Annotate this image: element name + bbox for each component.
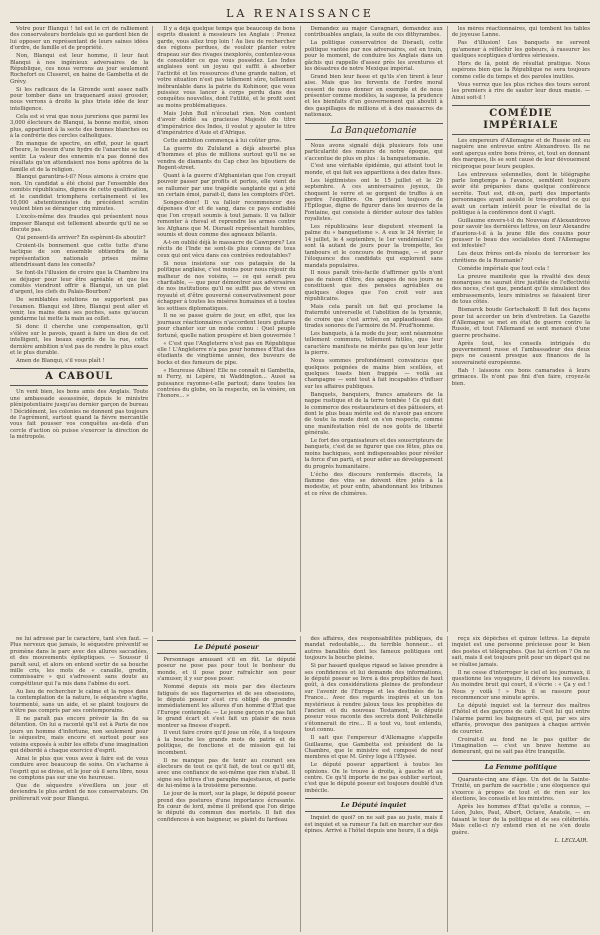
article-paragraph: Il nous paraît très-facile d'affirmer qu'ils n'ont pas de raison d'être, des agapes de nos jours ne constituent que des pensées agréables ou quelques éloges que l'on croit voir aux républicains. (304, 270, 443, 303)
article-paragraph: Le jour de la mort, sur la plage, le député poseur prend des postures d'une importance écrasante. En cœur de lord, même il prétend que l'on dirige le député du commun des mortels. Il fait des confidences à son baigneur, se plaint du fardeau (157, 791, 296, 823)
article-paragraph: reçu six dépêches et quinze lettres. Le député inquiet est une personne précieuse pour le bien des postes et télégraphes. Que lui écrit-on ? On ne sait, mais il est toujours prêt pour un départ qui ne se réalise jamais. (451, 636, 590, 668)
top-columns (6, 26, 594, 632)
article-paragraph: Mais cela paraît un fait qui proclame la fraternité universelle et l'abolition de la tyrannie, de croire que c'est arrivé, en applaudissant des tirades sonores de l'armoire de M. Prud'homme. (304, 303, 443, 330)
article-paragraph: Après les hommes d'État qu'elle a connus, — Léon, Jules, Paul, Albert, Octave, Anatole, — en faisant le tour de la politique et de ses célébrités. Mais celle-ci n'y entend rien et ne s'en doute guère. (451, 803, 590, 836)
article-paragraph: « C'est que l'Angleterre n'est pas en République elle ! L'Angleterre n'a pas pour hommes d'État des étudiants de vingtième année, des buveurs de bocks et des fumeurs de pipe. (157, 340, 296, 366)
article-paragraph: Votre pour Blanqui ! tel est le cri de ralliement des conservateurs bordelais qui se gardent bien de lui opposer un représentant de leurs saines idées d'ordre, de famille et de propriété. (10, 26, 149, 52)
article-paragraph: Il ne manque pas de tenir au courant ses électeurs de tout ce qu'il fait, de tout ce qu'il dit, avec une confiance de soi-même que rien n'abat. Il signe ses lettres d'un paraphe majestueux, et parle de lui-même à la troisième personne. (157, 757, 296, 790)
article-paragraph: Pas d'illusion! Les banquets ne servent qu'amener à réfléchir les gobeurs, à rassurer les quelques sceptiques d'ordres sérieuses. (451, 40, 590, 60)
article-paragraph: Non, Blanqui est leur homme, il leur faut Blanqui à nos ingénieux adversaires de la République, ces nous verrons au jour seulement Rochefort ou Cluseret, en haine de Gambetta et de Grévy. (10, 53, 149, 85)
article-paragraph: Inquiet de quoi? on ne sait pas au juste, mais il est inquiet et sa rumeur l'a fait en marcher sur des épines. Arrivé à l'hôtel depuis une heure, il a déjà (304, 815, 443, 835)
article-paragraph: Un vent bien, les bons amis des Anglais. Toute une ambassade assassinée, depuis le ministre plénipotentiaire jusqu'au dernier garçon de bureau ! Décidément, les colonies ne donnent pas toujours de l'agrément, surtout quand la fièvre mercantile vous fait pousser vos conquêtes au-delà d'un cercle d'action où puisse s'exercer la direction de la métropole. (10, 389, 149, 441)
article-paragraph: Mais John Bull n'écoutait rien. Non content d'avoir dédié sa gracieuse Majesté du titre d'impératrice des Indes, il voulut y ajouter le titre d'impératrice d'Asie et d'Afrique. (157, 110, 296, 136)
article-heading: Le Député poseur (157, 640, 295, 654)
article-paragraph: Songez-donc! Il va falloir recommencer des dépenses d'or et de sang, dans ce pays endiablé que l'on croyait soumis à tout jamais. Il va falloir remonter à cheval et reprendre les armes contre les Afghans que M. Disraeli représentait humbles, soumis et doux comme des agneaux bêlants. (157, 200, 296, 239)
article-paragraph: Au lieu de rechercher le calme et la repos dans la contemplation de la nature, le séquestre s'agite, tourmenté, sans un aide, et se plaint toujours de n'être pas compris par ses contemporains. (10, 688, 149, 714)
article-paragraph: Il ne cesse d'interroger le ciel et les journaux, il questionne les voyageurs, il dévore les nouvelles. Au moindre bruit qui court, il s'écrie : « Ça y est ! Nous y voilà ! » Puis il se rassure pour recommencer une minute après. (451, 669, 590, 702)
article-paragraph: De semblables solutions ne supportent pas l'examen. Blanqui est libre, Blanqui peut aller et venir, les mains dans ses poches, sans qu'aucun gendarme lui mette la main au collet. (10, 297, 149, 323)
masthead-title: LA RENAISSANCE (226, 7, 374, 20)
article-heading: COMÉDIE IMPÉRIALE (452, 105, 590, 135)
article-paragraph: La preuve manifeste que la rivalité des deux monarques ne saurait être justifiée de l'effectivité des noces, c'est que, pendant qu'ils simulaient des embrassements, leurs ministres se faisaient tirer de tous côtés. (451, 273, 590, 306)
article-paragraph: C'est une véritable épidémie, qui atteint tout le monde, et qui fait ses apparitions à des dates fixes. (304, 163, 443, 176)
article-paragraph: Si par hasard quelque rigaud se laisse prendre à ses confidences et lui demande des informations, le député poseur se livre à des prophéties de haut goût, à des considérations pleines de profondeur sur l'avenir de l'Europe et les destinées de la France... Avec des regards inspirés et un ton mystérieux à rendre jaloux tous les prophètes de l'ancien et du nouveau Testament, le député poseur vous raconte des secrets dont Polichinelle s'étonnerait de rire... Il a tout vu, tout entendu, tout connu. (304, 663, 443, 734)
article-heading: La Banquetomanie (305, 123, 443, 140)
article-paragraph: Banquets, banquiers, francs amateurs de la nappe rustique et de la terre tombée ! Ce qui doit le commerce des restaurateurs et des pâtissiers, et dont le plus beau mérite est de n'avoir pas encore de toute la mode dont on s'en respecte, comme une manifestation réel de nos goûts de liberté générale. (304, 391, 443, 437)
article-paragraph: Nous avons signalé déjà plusieurs fois une particularité des mœurs de notre époque, qui s'accentue de plus en plus : la banquetomanie. (304, 142, 443, 162)
article-paragraph: Cette ambition commença à lui coûter gros. (163, 137, 282, 144)
article-paragraph: Les républicains leur disputent vivement la palme du « banquetisme ». A eux le 24 février, le 14 juillet, le 4 septembre, le 1er vendémiaire! Ce sont là autant de jours pour la trompette, les tambours et le concours de fromage, — et pour l'éloquence des candidats qui explorent sans mandats populaires. (304, 224, 443, 269)
article-paragraph: Personnage amusant s'il en fût. Le député poseur ne pose pas pour tout le bonheur du monde, et il pose pour rafraîchir son pour s'amuser, il y sur pose poser. (157, 657, 296, 683)
article-paragraph: Croient-ils bonnement que cette tutte d'une tactique de son ensemble obtiendra de la représentation nationale prises même attendrissant dans les conseils? (10, 243, 149, 269)
article-paragraph: Nommé depuis six mois par des électeurs fatigués de ses flagorneries et de ses obsessions, le député poseur s'est cru obligé de prendre immédiatement les allures d'un homme d'État que l'Europe contemple. — Le jeune garçon n'a pas fait le grand écart et s'est fait un plaisir de nous montrer sa finesse d'esprit. (157, 684, 296, 729)
top-column-1 (6, 26, 153, 632)
article-paragraph: Il ne paraît pas encore prévoir la fin de sa détention. On lui a raconté qu'il est à Paris de nos jours un homme d'infortune, non seulement pour le séquestre, mais encore et surtout pour ses voisins exposés à subir les effets d'une imagination qui débordé à chaque exercice d'esprit. (10, 715, 149, 754)
article-paragraph: Les deux frères ont-ils résolu de terroriser les chrétiens de la Roumanie? (451, 251, 590, 264)
article-paragraph: Croirait-il au fond ne le pas quitter de l'imagination — c'est un brave homme au demeurant, qui ne sait pas être tranquille. (451, 736, 590, 756)
author-signature: L. LECLAIR. (554, 837, 588, 844)
article-paragraph: Comédie impériale que tout cela ! (457, 265, 550, 272)
bottom-column-1 (6, 636, 153, 932)
article-paragraph: Il sait que l'empereur d'Allemagne s'appelle Guillaume, que Gambetta est président de la Chambre, que le ministre est composé de neuf membres et que M. Grévy loge à l'Élysée. (304, 735, 443, 761)
article-heading: Le Député inquiet (305, 798, 443, 812)
top-column-3 (301, 26, 448, 632)
article-paragraph: Les entrevues solennelles, dont le télégraphe parle longtemps à l'avance, semblent toujours avoir été préparées dans quelque conférence secrète. Tout est, dit-on, parti des importants personnages ayant assisté le très-profond ce qui avait un certain intérêt pour le résultat de la politique à la conférence dont il s'agit. (451, 171, 590, 216)
article-paragraph: La politique conservatrice de Disraeli, cette politique vantée par nos adversaires, est en train, pour le moment, de conduire les Anglais dans un gâchis qui rappelle d'assez près les aventures et les désastres de notre Mexique impérial. (304, 40, 443, 72)
top-column-4 (448, 26, 594, 632)
article-paragraph: A-t-on oublié déjà le massacre de Cawnpore? Les récits de l'Inde ne sont-ils plus connus de tous ceux qui ont vécu dans ces contrées redoutables? (157, 240, 296, 259)
article-paragraph: Amen de Blanqui, s'il vous plaît ! (16, 357, 105, 364)
masthead (10, 0, 590, 23)
bottom-column-3 (301, 636, 448, 932)
article-paragraph: ne lui adressé par le caractère, tant s'en faut. — Plus nerveux que jamais, le séquestre préventif se promène dans le parc avec des allures saccadées, et des mouvements épileptiques. — Soussur il paraît seul, et alors on entend sortir de sa bouche mille cris, les mots de « canaille, gredin, commissaire » qui s'adressent sans doute au compétiteur qui l'a mis dans l'abîme du sort. (10, 636, 149, 687)
article-paragraph: Il y a déjà quelque temps que beaucoup de bons esprits disaient à messieurs les Anglais : Prenez garde, vous allez trop loin ! Au lieu de rechercher des régions perdues, de vouloir planter votre drapeau sur des rivages inexplorés, contentez-vous de consolider ce que vous possédez. Les Indes anglaises sont un joyau qui suffit à absorber l'activité et les ressources d'une grande nation, et votre situation n'est pas tellement sûre, tellement inébranlable dans la patrie du Kohinoor, que vous puissiez vous lancer à corps perdu dans des conquêtes nouvelles, dont l'utilité, et le profit sont au moins problématiques. (157, 26, 296, 109)
article-paragraph: Si les radicaux de la Gironde sont assez naïfs pour tomber dans un traquenard aussi grossier, nous verrons à droite la plus triste idée de leur intelligence. (10, 86, 149, 112)
article-paragraph: Nous sommes profondément convaincus que quelques poignées de mains bien scellées, et quelques toasts bien frappés — voilà au champagne — sont tout à fait incapables d'influer sur les affaires publiques. (304, 358, 443, 390)
article-paragraph: Quant à la guerre d'Afghanistan que l'on croyait pouvoir passer par profits et pertes, elle vient de se rallumer par une tragédie sanglante qui a jeté un certain émoi, parait-il, dans les comptoirs d'Ort. (157, 172, 296, 199)
article-paragraph: Bah ! laissons ces bons camarades à leurs grimaces. Ils n'ont pas fini d'en faire, croyez-le bien. (451, 367, 590, 387)
article-paragraph: Le député inquiet est la terreur des maîtres d'hôtel et des garçons de café. C'est lui qui entre l'alarme parmi les baigneurs et qui, par ses airs effarés, provoque des paniques à chaque arrivée de courrier. (451, 703, 590, 735)
article-paragraph: Demandez au major Cavagnari, demandez aux contribuables anglais, la suite de ces dithyrambes. (304, 26, 443, 39)
article-paragraph: Hors de là, point de résultat pratique. Nous espérons bien que la République ne sera toujours comme celle du temps et des paroles inutiles. (451, 61, 590, 80)
article-paragraph: Que de séquestre s'éveillera un jour et deviendra le plus ardent de nos conservateurs. On préférerait voir pour Blanqui. (10, 782, 149, 802)
article-paragraph: Bismarck boude Gortschakoff. Il fait des façons pour lui accorder un brin d'entretien. La Gazette d'Allemagne se met en état de guerre contre la Russie, et tout l'Allemand se sent menacé d'une guerre prochaine. (451, 307, 590, 339)
article-paragraph: Ainsi le plus que vous avez à faire est de vous conduire avec beaucoup de soins. On s'acharne à l'esprit qui se divise, et le jour où il sera libre, nous ne comptons pas sur une vie heureuse. (10, 755, 149, 782)
article-heading: La Femme politique (452, 760, 590, 774)
article-paragraph: Grand bien leur fasse et qu'ils s'en tirent à leur aise. Mais que les fervents de l'ordre moral cessent de nous donner en exemple et de nous présenter comme modèles, la sagesse, la prudence et les bienfaits d'un gouvernement qui aboutit à des gaspillages de millions et à des massacres de nationaux. (304, 73, 443, 119)
article-paragraph: Le député poseur appartient à toutes les opinions. On le trouve à droite, à gauche et au centre. Ce qu'il importe de ne pas oublier surtout, c'est que le député poseur est toujours doublé d'un imbécile. (304, 762, 443, 794)
article-paragraph: Le fort des organisateurs et des souscripteurs de banquets, c'est de se figurer que ces fêtes, plus ou moins bachiques, sont indispensables pour révéler la force d'un parti, et pour aider au développement du progrès humanitaire. (304, 438, 443, 470)
article-paragraph: « Heureuse Albion! Elle ne connaît ni Gambetta, ni Ferry, ni Lepère, ni Waddington... Aussi sa puissance rayonne-t-elle partout; dans toutes les contrées du globe, on la respecte, on la vénère, on l'honore... » (157, 367, 296, 400)
article-paragraph: les mères réactionnaires, qui tombent les tables de joyeuse Lanne. (451, 26, 590, 39)
article-paragraph: Il veut faire croire qu'il joue un rôle, il a toujours à la bouche les grands mots de patrie et de politique, de fonctions et de mission qui lui incombent. (157, 730, 296, 756)
article-paragraph: L'écho des discours renfermés discrets, la flamme des vins se doivent être jetés à la modestie, et pour enfin, abandonnant les tribunes et ce rêve de chimères. (304, 471, 443, 497)
article-paragraph: Si donc il cherche une compensation, qu'il s'élève sur le pavois, quant à faire un dieu de cet intelligent, les beaux esprits de la rue, cette dernière ambition n'est pas de rendre le plus exact et le plus durable. (10, 324, 149, 356)
bottom-column-2 (153, 636, 300, 932)
bottom-column-4 (448, 636, 594, 932)
article-paragraph: Guillaume envers-t-il du Nouveau d'Alexandrovo pour savoir les dernières lettres, on leur Alexandre d'aurions-t-il à la jeune fille des cousins pour pousser le beau des socialistes dont l'Allemagne est infestée? (451, 217, 590, 250)
article-paragraph: des affaires, des responsabilités publiques, du mandat redoutable,... du terrible honneur... et autres banalités dont les fameux politiques ont toujours la bouche pleine. (304, 636, 443, 662)
article-paragraph: L'excès-même des fraudes qui présentent nous imposer Blanqui est tellement absurde qu'il ne se discute pas. (10, 214, 149, 234)
article-paragraph: Si nous insistons sur ces pataquès de la politique anglaise, c'est moins pour nous réjouir du malheur de nos voisins, — ce qui serait peu charitable, — que pour démontrer aux adversaires de nos institutions qu'il ne suffit pas de vivre en royauté et d'être gouverné conservativement pour échapper à toutes les misères humaines et à toutes les sottises diplomatiques. (157, 260, 296, 312)
article-paragraph: Les légitimistes ont le 15 juillet et le 29 septembre. A ces anniversaires joyeux, ils choquent le verre et se gorgent de truffes à en perdre l'équilibre. On prétend toujours de l'Épilogue, digne de figurer dans les œuvres de la Fontaine, qui consiste à dérider autour des tables royalistes. (304, 177, 443, 223)
article-paragraph: Cela est si vrai que nous jurerions que parmi les 3,000 électeurs de Blanqui, la bonne moitié, sinon plus, appartient à la secte des bonnes blanches ou à la confrérie des cercles catholiques. (10, 113, 149, 139)
article-heading: A CABOUL (10, 368, 148, 386)
top-column-2 (153, 26, 300, 632)
article-paragraph: Se font-ils l'illusion de croire que la Chambre ira se déjuger pour leur être agréable et que les comités viendront offrir à Blanqui, un un plat d'argent, les clefs du Palais-Bourbon? (10, 270, 149, 296)
article-paragraph: Les empereurs d'Allemagne et de Russie ont eu naguère une entrevue entre Alexandrovo. Ils ne sont aperçus entre bons frères, et, tout en donnant des marques, ils se sont causé de leur dévouement réciproque pour leurs peuples. (451, 137, 590, 170)
bottom-columns (6, 636, 594, 932)
article-paragraph: Qui pensent-ils arriver? En espèrent-ils aboutir? (16, 235, 146, 242)
article-paragraph: Il ne se passe guère de jour, en effet, que les journaux réactionnaires n'accordent leurs guitares pour chanter sur un mode connu : Quel peuple fortuné, quelle nation prospère et bien gouvernée ! (157, 313, 296, 339)
article-paragraph: Vous verrez que les plus riches des tours seront les premiers à rire de sauter leur doux manie. — Ainsi soit-il ! (451, 81, 590, 101)
article-paragraph: Blanqui garantira-t-il? Nous aimons à croire que non. Un candidat a été choisi par l'ensemble des comités républicains, dignes de cette qualification, et le candidat triomphera certainement si les 10,000 abstentionnistes du précédent scrutin veulent bien se déranger cinq minutes. (10, 174, 149, 213)
article-paragraph: En manque de spectre, en effet, pour le quart d'heure, le besoin d'une hydre de l'anarchie se fait sentir. La valeur des ennemis n'a pas donné des résultats qu'on attendaient nos bons apôtres de la famille et de la religion. (10, 140, 149, 173)
article-paragraph: Quarante-cinq ans d'âge. Un dot de la Sainte-Trinité, un parfum de sacristie ; une éloquence qui s'exerce à propos de tout et de rien sur les élections, les conseils et les ministres. (451, 776, 590, 803)
article-paragraph: Les banquets, à la mode du jour, sont néanmoins tellement communs, tellement futiles, que leur caractère manifeste ne mérite pas qu'on leur jette la pierre. (304, 331, 443, 357)
article-paragraph: La guerre du Zululand a déjà absorbé plus d'hommes et plus de millions surtout qu'il ne se vendra de diamants du Cap chez les bijoutiers de Regent-street. (157, 145, 296, 172)
article-paragraph: Après tout, les conseils intrigués du gouvernement russe et l'ambassadeur des deux pays ne causent presque aux finances de la souveraineté européenne. (451, 340, 590, 366)
